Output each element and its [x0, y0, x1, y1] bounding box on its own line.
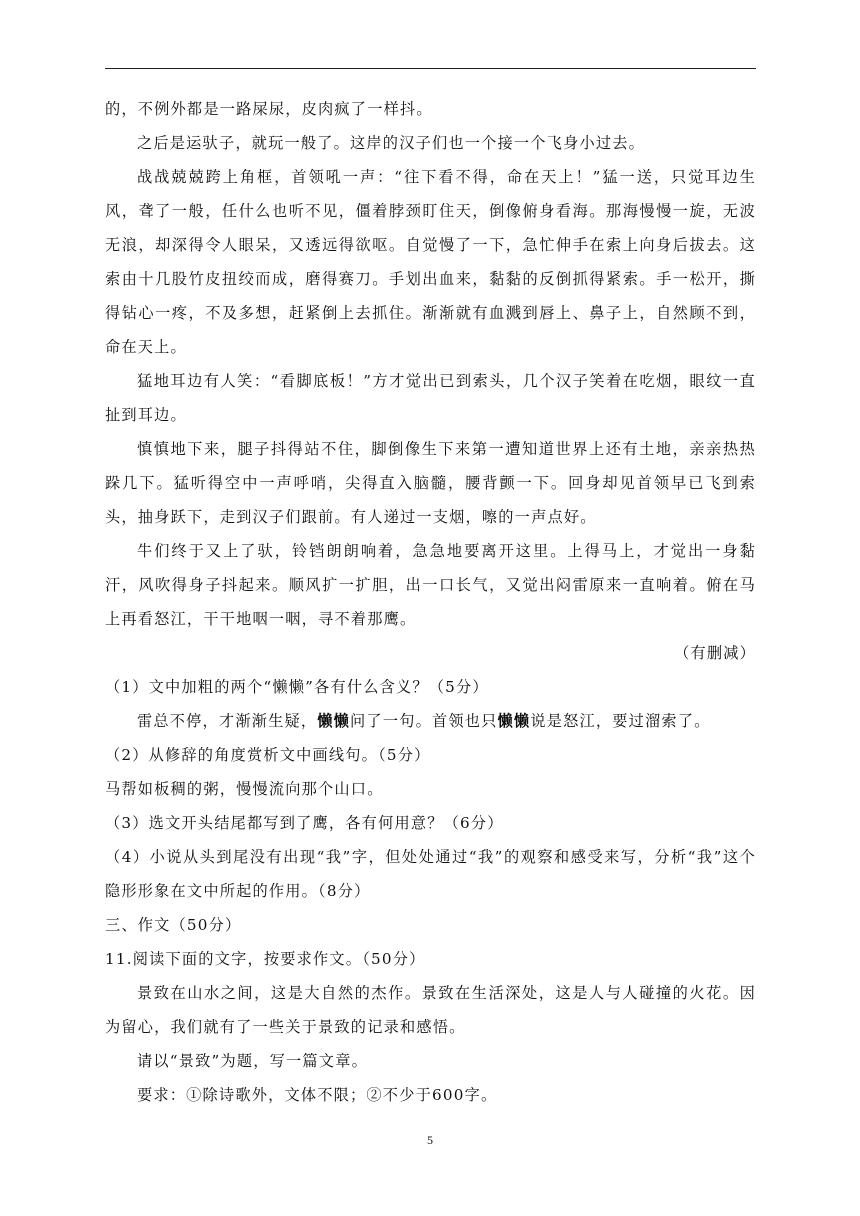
q1-excerpt-part-d: 说是怒江，要过溜索了。 — [530, 712, 711, 730]
paragraph-6: 牛们终于又上了驮，铃铛朗朗响着，急急地要离开这里。上得马上，才觉出一身黏汗，风吹得身子抖起来。顺风扩一扩胆，出一口长气，又觉出闷雷原来一直响着。俯在马上再看怒江，干干地咽一咽，寻不着那鹰。 — [105, 542, 756, 628]
essay-prompt-2: 请以“景致”为题，写一篇文章。 — [137, 1052, 368, 1070]
question-11: 11.阅读下面的文字，按要求作文。（50分） — [105, 950, 426, 968]
question-4: （4）小说从头到尾没有出现“我”字，但处处通过“我”的观察和感受来写，分析“我”这个隐形形象在文中所起的作用。（8分） — [105, 848, 756, 900]
question-1: （1）文中加粗的两个“懒懒”各有什么含义？（5分） — [105, 678, 489, 696]
question-3: （3）选文开头结尾都写到了鹰，各有何用意？（6分） — [105, 814, 504, 832]
paragraph-4: 猛地耳边有人笑：“看脚底板！”方才觉出已到索头，几个汉子笑着在吃烟，眼纹一直扯到耳边。 — [105, 372, 756, 424]
page-number: 5 — [427, 1133, 433, 1147]
bold-word-1: 懒懒 — [317, 712, 351, 730]
paragraph-2: 之后是运驮子，就玩一般了。这岸的汉子们也一个接一个飞身小过去。 — [137, 134, 646, 152]
essay-requirements: 要求：①除诗歌外，文体不限；②不少于600字。 — [137, 1086, 498, 1104]
question-2: （2）从修辞的角度赏析文中画线句。（5分） — [105, 746, 431, 764]
question-2-excerpt: 马帮如板稠的粥，慢慢流向那个山口。 — [105, 780, 384, 798]
document-body — [105, 92, 756, 1112]
paragraph-1: 的，不例外都是一路屎尿，皮肉疯了一样抖。 — [105, 100, 433, 118]
section-heading: 三、作文（50分） — [105, 916, 242, 934]
question-1-excerpt — [105, 704, 756, 738]
abridged-note: （有删减） — [674, 644, 756, 662]
paragraph-3: 战战兢兢跨上角框，首领吼一声：“往下看不得，命在天上！”猛一送，只觉耳边生风，聋了一般，任什么也听不见，僵着脖颈盯住天，倒像俯身看海。那海慢慢一旋，无波无浪，却深得令人眼呆，又透远得欲呕。自觉慢了一下，急忙伸手在索上向身后拔去。这索由十几股竹皮扭绞而成，磨得赛刀。手划出血来，黏黏的反倒抓得紧索。手一松开，撕得钻心一疼，不及多想，赶紧倒上去抓住。渐渐就有血溅到唇上、鼻子上，自然顾不到，命在天上。 — [105, 168, 756, 356]
bold-word-2: 懒懒 — [497, 712, 531, 730]
q1-excerpt-part-a: 雷总不停，才渐渐生疑， — [137, 712, 318, 730]
q1-excerpt-part-c: 问了一句。首领也只 — [350, 712, 498, 730]
essay-prompt-1: 景致在山水之间，这是大自然的杰作。景致在生活深处，这是人与人碰撞的火花。因为留心，我们就有了一些关于景致的记录和感悟。 — [105, 984, 756, 1036]
header-rule — [105, 68, 756, 69]
paragraph-5: 慎慎地下来，腿子抖得站不住，脚倒像生下来第一遭知道世界上还有土地，亲亲热热跺几下。猛听得空中一声呼哨，尖得直入脑髓，腰背颤一下。回身却见首领早已飞到索头，抽身跃下，走到汉子们跟前。有人递过一支烟，嚓的一声点好。 — [105, 440, 756, 526]
